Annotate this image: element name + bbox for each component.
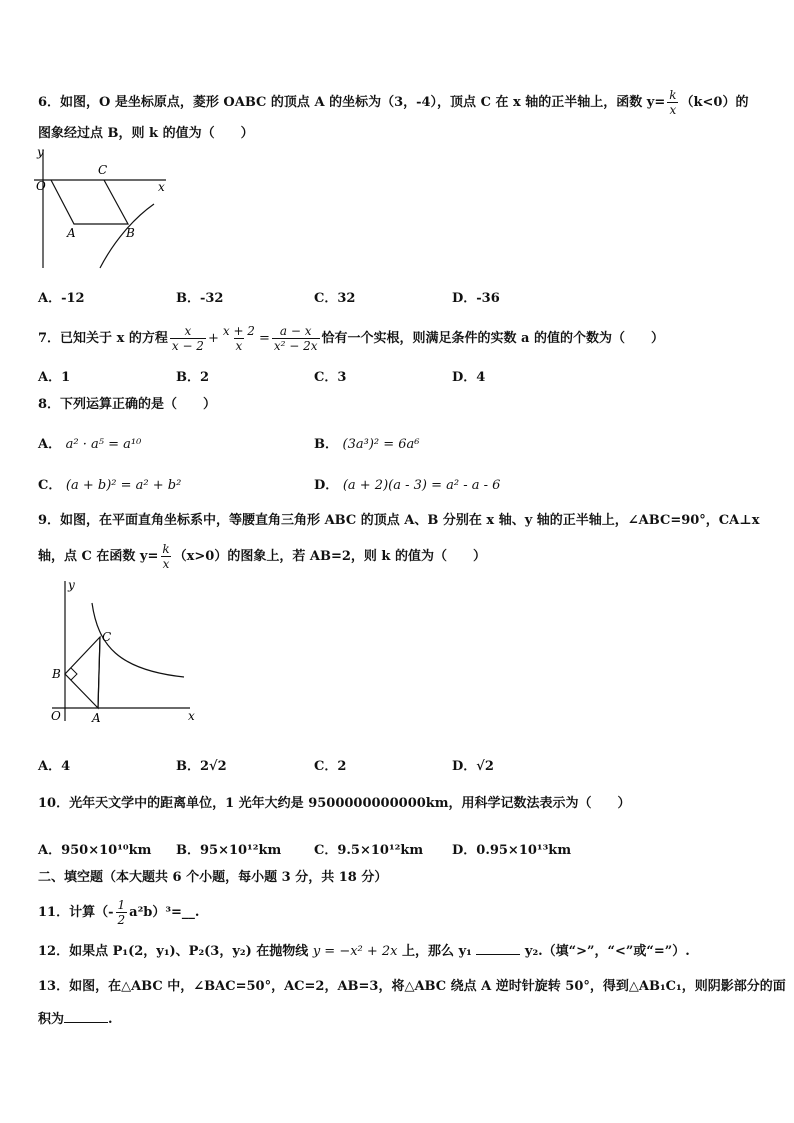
q9-option-c: C．2 [314,759,347,774]
q7-f3-num: a − x [279,324,312,338]
q11-stem [38,898,199,927]
q10-option-a: A．950×10¹⁰km [38,843,152,858]
q12-stem [38,942,690,961]
q10-option-b: B．95×10¹²km [176,843,282,858]
q7-f2-den: x [235,339,243,353]
q6-label-a: A [67,226,76,240]
q12-text-3: y₂.（填“>”，“<”或“=”）. [524,944,690,959]
q8-b-label: B． [314,437,338,452]
q6-option-c: C．32 [314,291,356,306]
q8-d-label: D． [314,478,339,493]
section-2-heading: 二、填空题（本大题共 6 个小题，每小题 3 分，共 18 分） [38,870,388,885]
q7-option-b: B．2 [176,370,210,385]
q10-stem: 10．光年天文学中的距离单位，1 光年大约是 9500000000000km，用科学记数法表示为（ ） [38,796,631,811]
q7-fraction-3 [272,324,320,353]
q7-prefix: 7．已知关于 x 的方程 [38,331,168,346]
q9-label-y: y [68,578,75,592]
q12-parabola-expr: y = −x² + 2x [312,944,398,959]
q9-option-d: D．√2 [452,759,494,774]
q8-c-label: C． [38,478,62,493]
q13-text-b: . [108,1012,113,1027]
q6-option-b: B．-32 [176,291,224,306]
q8-stem: 8．下列运算正确的是（ ） [38,397,217,412]
q9-frac-num: k [162,542,170,556]
q7-f3-den: x² − 2x [273,339,318,353]
q7-f1-den: x − 2 [171,339,204,353]
q9-triangle [65,637,100,708]
q9-label-b: B [52,667,61,681]
q7-fraction-1 [170,324,206,353]
q7-option-d: D．4 [452,370,486,385]
q9-label-a: A [92,711,101,725]
q13-text-a: 积为 [38,1012,65,1027]
q9-label-o: O [51,709,61,723]
q6-label-o: O [36,179,46,193]
q8-option-b [314,433,420,452]
q7-stem [38,324,664,353]
q12-text-2: 上，那么 y₁ [402,944,472,959]
q9-text-b: （x>0）的图象上，若 AB=2，则 k 的值为（ ） [173,549,486,564]
q8-d-expr: (a + 2)(a - 3) = a² - a - 6 [342,478,501,493]
q12-answer-blank[interactable] [476,942,520,955]
q9-right-angle-mark [71,668,77,680]
q6-figure [34,146,174,271]
q11-fraction [116,898,128,927]
q9-text-a: 轴，点 C 在函数 y= [38,549,159,564]
q11-prefix: 11．计算（- [38,905,114,920]
q13-stem-line2 [38,1010,113,1029]
q6-label-y: y [37,146,44,159]
q9-frac-den: x [162,557,170,571]
q9-label-x: x [188,709,195,723]
q9-figure [44,575,214,725]
q6-rhombus [51,180,128,224]
q9-label-c: C [102,630,112,644]
q10-option-c: C．9.5×10¹²km [314,843,424,858]
q7-suffix: 恰有一个实根，则满足条件的实数 a 的值的个数为（ ） [321,331,665,346]
q9-option-a: A．4 [38,759,71,774]
q7-fraction-2 [221,324,257,353]
q6-fraction [667,88,678,117]
q7-f2-num: x + 2 [222,324,255,338]
q11-suffix: a²b）³=__. [129,905,200,920]
q6-frac-den: x [669,103,677,117]
q13-stem-line1: 13．如图，在△ABC 中，∠BAC=50°，AC=2，AB=3，将△ABC 绕点 A 逆时针旋转 50°，得到△AB₁C₁，则阴影部分的面 [38,979,786,994]
q8-option-c [38,474,181,493]
q6-text-part1: 6．如图，O 是坐标原点，菱形 OABC 的顶点 A 的坐标为（3，-4），顶点 C 在 x 轴的正半轴上，函数 y= [38,95,666,110]
q7-option-c: C．3 [314,370,347,385]
q8-a-expr: a² · a⁵ = a¹⁰ [65,437,142,452]
q8-b-expr: (3a³)² = 6a⁶ [342,437,420,452]
q11-frac-den: 2 [117,913,126,927]
q6-label-x: x [158,180,165,194]
q7-plus: + [207,331,219,346]
q7-option-a: A．1 [38,370,71,385]
q8-option-d [314,474,500,493]
q10-option-d: D．0.95×10¹³km [452,843,572,858]
q6-option-a: A．-12 [38,291,85,306]
q9-segment-ca [98,637,100,708]
q11-frac-num: 1 [117,898,126,912]
q9-stem-line2 [38,542,486,571]
q7-f1-num: x [184,324,192,338]
q12-text-1: 12．如果点 P₁(2，y₁)、P₂(3，y₂) 在抛物线 [38,944,309,959]
q6-stem-line2: 图象经过点 B，则 k 的值为（ ） [38,126,254,141]
q6-label-b: B [126,226,135,240]
q7-equals: = [258,331,270,346]
q9-fraction [160,542,171,571]
q9-stem-line1: 9．如图，在平面直角坐标系中，等腰直角三角形 ABC 的顶点 A、B 分别在 x 轴、y 轴的正半轴上，∠ABC=90°，CA⊥x [38,513,760,528]
q8-c-expr: (a + b)² = a² + b² [65,478,182,493]
q6-label-c: C [98,163,108,177]
q6-frac-num: k [669,88,677,102]
q8-a-label: A． [38,437,62,452]
q6-option-d: D．-36 [452,291,500,306]
q8-option-a [38,433,141,452]
q6-stem-line1 [38,88,748,117]
q9-option-b: B．2√2 [176,759,227,774]
q6-text-part2: （k<0）的 [680,95,749,110]
q13-answer-blank[interactable] [64,1010,108,1023]
